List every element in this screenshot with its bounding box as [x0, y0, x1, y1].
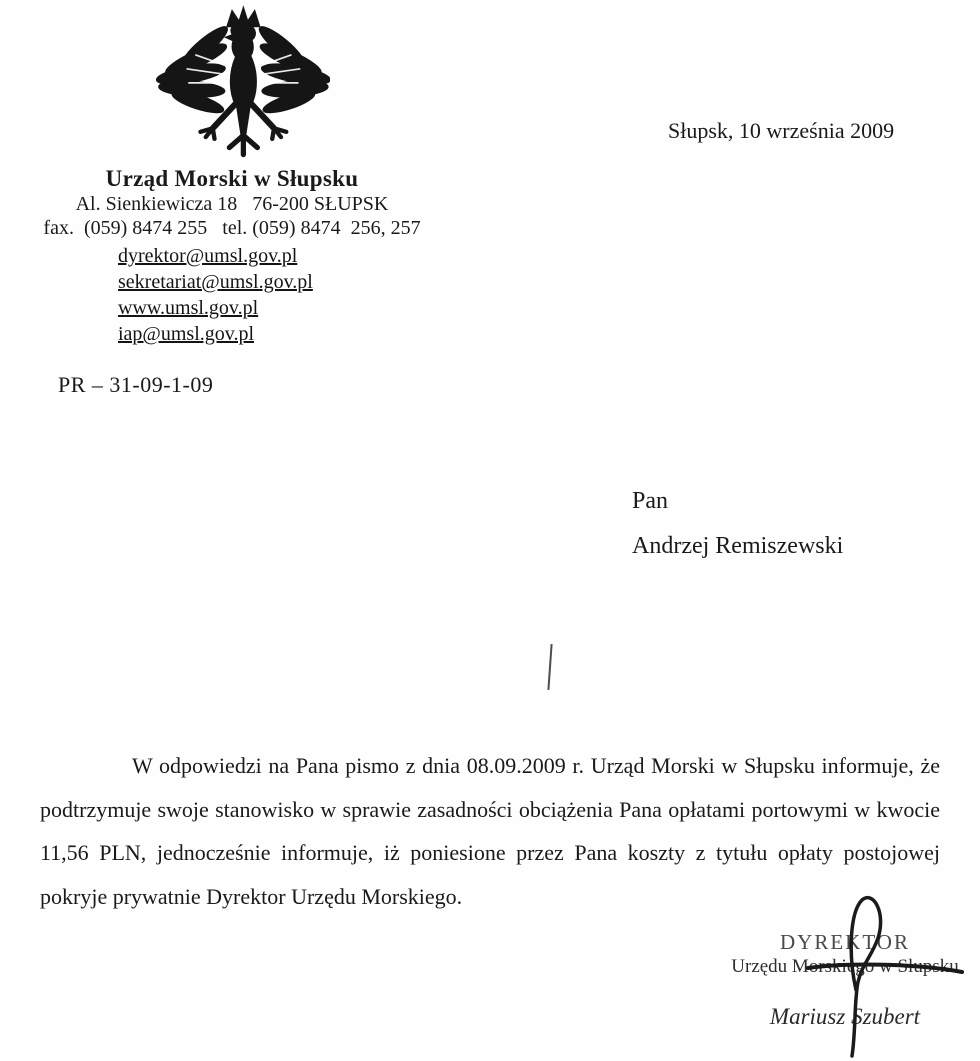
- signer-name: Mariusz Szubert: [769, 1004, 921, 1029]
- email-link-sekretariat[interactable]: sekretariat@umsl.gov.pl: [118, 271, 313, 293]
- letterhead-links: [118, 243, 313, 347]
- recipient-salutation: Pan: [632, 488, 668, 514]
- reference-number: PR – 31-09-1-09: [58, 372, 214, 397]
- signer-title: DYREKTOR: [780, 930, 910, 954]
- recipient-block: [632, 479, 843, 569]
- org-address: Al. Sienkiewicza 18 76-200 SŁUPSK: [75, 193, 389, 215]
- email-link-iap[interactable]: iap@umsl.gov.pl: [118, 323, 255, 345]
- letter-body-paragraph: W odpowiedzi na Pana pismo z dnia 08.09.2009 r. Urząd Morski w Słupsku informuje, że podtrzymuje swoje stanowisko w sprawie zasadności obciążenia Pana opłatami portowymi w kwocie 11,56 PLN, jednocześnie informuje, iż poniesione przez Pana koszty z tytułu opłaty postojowej pokryje prywatnie Dyrektor Urzędu Morskiego.: [40, 753, 940, 909]
- signer-org: Urzędu Morskiego w Słupsku: [731, 956, 959, 977]
- scan-artifact-mark: [547, 644, 552, 690]
- handwritten-signature: [790, 894, 980, 1060]
- polish-coat-of-arms-eagle-icon: [155, 4, 330, 166]
- org-fax-tel: fax. (059) 8474 255 tel. (059) 8474 256, 257: [43, 217, 421, 239]
- org-name: Urząd Morski w Słupsku: [105, 166, 359, 191]
- letter-date: Słupsk, 10 września 2009: [668, 118, 895, 143]
- email-link-dyrektor[interactable]: dyrektor@umsl.gov.pl: [118, 245, 298, 267]
- website-link[interactable]: www.umsl.gov.pl: [118, 297, 259, 319]
- recipient-name: Andrzej Remiszewski: [632, 533, 844, 559]
- letterhead: [28, 166, 436, 347]
